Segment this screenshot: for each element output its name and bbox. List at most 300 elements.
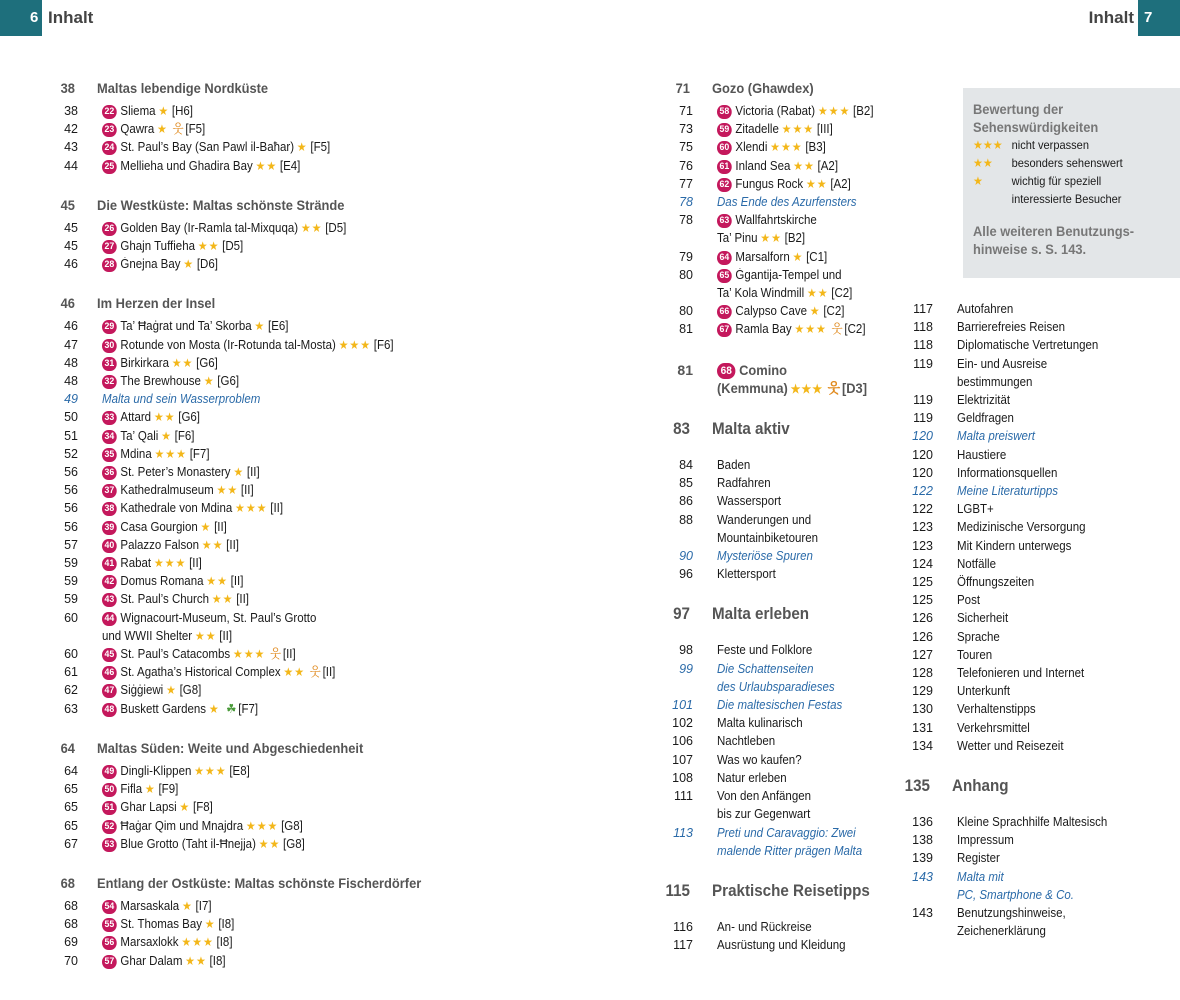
sight-number-badge: 66 (717, 305, 732, 319)
entry-text (102, 390, 560, 408)
toc-entry[interactable] (40, 609, 600, 645)
entry-title: Barrierefreies Reisen (957, 320, 1066, 335)
entry-line (102, 239, 243, 253)
entry-page-number: 118 (913, 320, 933, 335)
entry-text (717, 751, 881, 769)
toc-entry[interactable] (40, 554, 600, 572)
sight-number-badge: 40 (102, 539, 117, 553)
toc-entry[interactable] (895, 555, 1180, 573)
entry-text (717, 696, 881, 714)
toc-entry[interactable] (40, 138, 600, 156)
toc-entry[interactable] (655, 511, 895, 547)
entry-line (717, 159, 838, 173)
section-heading[interactable] (655, 420, 876, 444)
toc-entry[interactable] (40, 219, 600, 237)
toc-entry[interactable] (655, 248, 895, 266)
section-heading[interactable] (40, 197, 555, 219)
section-title: Entlang der Ostküste: Maltas schönste Fischerdörfer (97, 874, 422, 891)
entry-text (102, 255, 560, 273)
toc-entry[interactable] (40, 157, 600, 175)
entry-text (957, 427, 1167, 445)
entry-line (957, 630, 1000, 644)
toc-entry[interactable] (40, 408, 600, 426)
entry-line (717, 361, 881, 379)
rating-stars-icon: ★★ (216, 483, 239, 498)
map-reference: [D5] (325, 220, 347, 235)
entry-line (717, 458, 750, 472)
toc-entry[interactable] (895, 573, 1180, 591)
entry-page-number: 90 (679, 549, 693, 564)
entry-page-number: 61 (64, 665, 78, 680)
entry-title: Wanderungen und (717, 512, 812, 527)
entry-page-number: 131 (912, 720, 933, 735)
toc-entry[interactable] (655, 918, 895, 936)
entry-title: Meine Literaturtipps (957, 484, 1058, 499)
toc-entry[interactable] (655, 175, 895, 193)
rating-stars-icon: ★★★ (232, 647, 266, 662)
entry-line (102, 520, 227, 534)
entry-title: St. Agatha’s Historical Complex (120, 665, 281, 680)
rating-stars-icon: ★ (144, 782, 156, 797)
entry-page-number: 45 (64, 239, 78, 254)
entry-page-number: 65 (64, 818, 78, 833)
entry-title: Marsaxlokk (120, 935, 179, 950)
toc-entry[interactable] (40, 481, 600, 499)
toc-entry[interactable] (895, 700, 1180, 718)
toc-entry[interactable] (655, 751, 895, 769)
legend-row (973, 136, 1154, 154)
rating-stars-icon: ★★★ (181, 935, 214, 950)
entry-page-number: 99 (679, 661, 693, 676)
toc-entry[interactable] (895, 664, 1180, 682)
entry-title: Geldfragen (957, 411, 1014, 426)
rating-stars-icon: ★ (183, 257, 195, 272)
toc-entry[interactable] (655, 266, 895, 302)
entry-text (717, 824, 881, 860)
entry-line (717, 678, 881, 696)
map-reference: [II] (270, 501, 284, 516)
toc-entry[interactable] (655, 302, 895, 320)
entry-text (957, 609, 1167, 627)
rating-stars-icon: ★★ (793, 158, 815, 173)
entry-text (102, 663, 560, 681)
toc-entry[interactable] (655, 138, 895, 156)
rating-legend-box (963, 88, 1180, 278)
entry-page-number: 136 (912, 815, 933, 830)
entry-text (717, 511, 881, 547)
entry-text (102, 219, 560, 237)
entry-page-number: 119 (913, 393, 933, 408)
toc-entry[interactable] (40, 120, 600, 138)
toc-entry[interactable] (895, 904, 1180, 940)
entry-text (102, 762, 560, 780)
entry-text (102, 835, 560, 853)
entry-line (102, 140, 330, 154)
sight-number-badge: 46 (102, 666, 117, 680)
entry-line (102, 159, 300, 173)
section-heading[interactable] (655, 605, 876, 629)
entry-line (957, 448, 1006, 462)
entry-title: Mysteriöse Spuren (717, 549, 813, 564)
rating-stars-icon: ★ (204, 917, 216, 932)
map-reference: [I7] (195, 898, 212, 913)
entry-page-number: 120 (912, 465, 933, 480)
entry-page-number: 123 (912, 520, 933, 535)
entry-title: Öffnungszeiten (957, 575, 1035, 590)
toc-entry[interactable] (40, 354, 600, 372)
toc-entry[interactable] (895, 300, 1180, 318)
toc-entry[interactable] (895, 831, 1180, 849)
entry-text (957, 904, 1167, 940)
entry-line (957, 833, 1014, 847)
toc-entry[interactable] (895, 591, 1180, 609)
entry-line (102, 429, 194, 443)
page-number-tab-left (0, 0, 42, 36)
toc-entry[interactable] (895, 409, 1180, 427)
entry-text (957, 409, 1167, 427)
sight-number-badge: 64 (717, 251, 732, 265)
entry-page-number: 138 (912, 833, 933, 848)
toc-entry[interactable] (655, 102, 895, 120)
entry-page-number: 59 (64, 574, 78, 589)
entry-line (102, 501, 283, 515)
toc-entry[interactable] (655, 641, 895, 659)
entry-line (102, 465, 260, 479)
entry-page-number: 119 (913, 356, 933, 371)
toc-entry[interactable] (40, 427, 600, 445)
entry-title: Domus Romana (120, 574, 204, 589)
toc-entry[interactable] (40, 255, 600, 273)
toc-entry[interactable] (40, 445, 600, 463)
toc-entry[interactable] (655, 936, 895, 954)
toc-entry[interactable] (895, 464, 1180, 482)
section-heading[interactable] (655, 882, 876, 906)
toc-entry[interactable] (40, 780, 600, 798)
map-reference: [C1] (806, 249, 828, 264)
toc-entry[interactable] (40, 817, 600, 835)
entry-line (102, 483, 254, 497)
entry-title: Kathedrale von Mdina (120, 501, 233, 516)
section-page-number: 135 (904, 777, 930, 796)
legend-rows (973, 136, 1170, 208)
map-reference: [A2] (817, 158, 839, 173)
map-reference: [F7] (238, 701, 259, 716)
toc-entry[interactable] (895, 646, 1180, 664)
entry-page-number: 69 (64, 935, 78, 950)
sight-number-badge: 49 (102, 765, 117, 779)
toc-section (895, 777, 1180, 940)
sight-number-badge: 63 (717, 214, 732, 228)
entry-page-number: 46 (64, 257, 78, 272)
entry-page-number: 44 (64, 158, 78, 173)
entry-line (717, 304, 844, 318)
toc-entry[interactable] (655, 565, 895, 583)
toc-entry[interactable] (40, 102, 600, 120)
section-heading[interactable] (40, 875, 555, 897)
toc-entry[interactable] (40, 645, 600, 663)
section-heading[interactable] (40, 740, 555, 762)
entry-page-number: 56 (64, 501, 78, 516)
sight-number-badge: 26 (102, 222, 117, 236)
toc-entry[interactable] (40, 463, 600, 481)
map-reference: [G8] (283, 836, 305, 851)
entry-page-number: 107 (672, 752, 693, 767)
entry-line (717, 842, 881, 860)
entry-text (102, 157, 560, 175)
entry-text (102, 499, 560, 517)
toc-entry[interactable] (895, 355, 1180, 391)
entry-title: Feste und Folklore (717, 643, 813, 658)
toc-entry[interactable] (40, 317, 600, 335)
entry-text (102, 408, 560, 426)
entry-title: Blue Grotto (Taht il-Ħnejja) (120, 836, 256, 851)
toc-entry[interactable] (40, 536, 600, 554)
sight-number-badge: 55 (102, 918, 117, 932)
sight-number-badge: 56 (102, 936, 117, 950)
map-reference: [F6] (373, 337, 394, 352)
toc-entry[interactable] (655, 157, 895, 175)
entry-line (717, 195, 857, 209)
entry-page-number: 86 (679, 494, 693, 509)
toc-entry[interactable] (40, 762, 600, 780)
map-reference: [D5] (222, 239, 244, 254)
toc-entry[interactable] (40, 590, 600, 608)
entry-title-continued: Ta’ Pinu (717, 231, 758, 246)
entry-text (957, 628, 1167, 646)
entry-page-number: 50 (64, 410, 78, 425)
entry-text (717, 248, 881, 266)
entry-line (717, 211, 881, 229)
rating-stars-icon: ★★ (283, 665, 306, 680)
entry-title: Inland Sea (735, 158, 791, 173)
entry-page-number: 73 (679, 122, 693, 137)
toc-entry[interactable] (895, 518, 1180, 536)
entry-page-number: 143 (912, 906, 933, 921)
feature-entry[interactable] (655, 824, 895, 860)
entry-line (957, 721, 1030, 735)
entry-page-number: 125 (912, 593, 933, 608)
section-heading[interactable] (895, 777, 1162, 801)
toc-entry[interactable] (40, 835, 600, 853)
entry-text (102, 518, 560, 536)
toc-entry[interactable] (895, 628, 1180, 646)
entry-title: St. Paul’s Church (120, 592, 210, 607)
entry-text (102, 554, 560, 572)
entry-text (957, 500, 1167, 518)
entry-line (717, 494, 781, 508)
sight-number-badge: 67 (717, 323, 732, 337)
entry-text (717, 456, 881, 474)
rating-stars-icon: ★★★ (781, 122, 815, 137)
entry-title: Wallfahrtskirche (735, 213, 817, 228)
rating-stars-icon: ★ (165, 683, 177, 698)
entry-title: Autofahren (957, 302, 1014, 316)
entry-page-number: 62 (64, 683, 78, 698)
entry-page-number: 78 (679, 213, 693, 228)
entry-title: Ein- und Ausreise (957, 356, 1048, 371)
entry-text (957, 573, 1167, 591)
section-heading[interactable] (40, 295, 555, 317)
feature-entry[interactable] (895, 427, 1180, 445)
toc-entry[interactable] (40, 572, 600, 590)
entry-title: Unterkunft (957, 684, 1011, 699)
toc-entry[interactable] (895, 719, 1180, 737)
entry-line (102, 899, 212, 913)
section-heading[interactable] (655, 80, 876, 102)
entry-text (717, 102, 881, 120)
entry-page-number: 56 (64, 465, 78, 480)
toc-entry[interactable] (655, 714, 895, 732)
toc-entry[interactable] (895, 813, 1180, 831)
toc-entry[interactable] (895, 849, 1180, 867)
toc-entry[interactable] (40, 681, 600, 699)
section-title: Praktische Reisetipps (712, 881, 870, 900)
entry-page-number: 122 (912, 484, 933, 499)
entry-text (102, 645, 560, 663)
entry-text (717, 211, 881, 247)
feature-entry[interactable] (895, 868, 1180, 904)
sight-number-badge: 57 (102, 955, 117, 969)
feature-entry[interactable] (895, 482, 1180, 500)
entry-text (717, 175, 881, 193)
entry-text (102, 590, 560, 608)
child-friendly-icon: 웃 (309, 665, 321, 680)
toc-entry[interactable] (895, 446, 1180, 464)
toc-entry[interactable] (655, 769, 895, 787)
section-title: Im Herzen der Insel (97, 295, 216, 312)
entry-text (717, 565, 881, 583)
toc-entry[interactable] (655, 732, 895, 750)
entry-text (102, 609, 560, 645)
rating-stars-icon: ★★★ (817, 104, 851, 118)
entry-title: An- und Rückreise (717, 919, 812, 934)
toc-entry[interactable] (895, 500, 1180, 518)
map-reference: [E6] (268, 319, 289, 334)
sight-number-badge: 65 (717, 269, 732, 283)
feature-entry[interactable] (655, 193, 895, 211)
toc-entry[interactable] (655, 787, 895, 823)
rating-stars-icon: ★ (200, 519, 212, 534)
toc-entry[interactable] (40, 798, 600, 816)
toc-entry[interactable] (40, 897, 600, 915)
toc-entry[interactable] (655, 492, 895, 510)
section-heading[interactable] (655, 361, 895, 398)
map-reference: [I8] (209, 953, 226, 968)
toc-entry[interactable] (655, 320, 895, 338)
toc-entry[interactable] (40, 237, 600, 255)
toc-entry[interactable] (655, 474, 895, 492)
entry-title: Qawra (120, 122, 155, 137)
feature-entry[interactable] (655, 660, 895, 696)
entry-page-number: 65 (64, 800, 78, 815)
section-page-number: 68 (60, 874, 75, 891)
entry-title: Attard (120, 410, 152, 425)
sight-number-badge: 34 (102, 430, 117, 444)
entry-line (717, 920, 812, 934)
entry-line (717, 824, 881, 842)
toc-entry[interactable] (655, 120, 895, 138)
entry-title: Benutzungshinweise, (957, 906, 1066, 921)
toc-entry[interactable] (895, 318, 1180, 336)
map-reference: [F7] (189, 446, 210, 461)
entry-text (717, 714, 881, 732)
toc-entry[interactable] (40, 952, 600, 970)
entry-title: St. Thomas Bay (120, 917, 203, 932)
entry-title: Kleine Sprachhilfe Maltesisch (957, 815, 1108, 830)
entry-title: Comino (739, 361, 788, 378)
entry-line (102, 917, 234, 931)
entry-line (717, 122, 833, 136)
toc-entry[interactable] (655, 456, 895, 474)
toc-entry[interactable] (40, 663, 600, 681)
sight-number-badge: 32 (102, 375, 117, 389)
toc-entry[interactable] (895, 537, 1180, 555)
sight-number-badge: 61 (717, 160, 732, 174)
toc-entry[interactable] (40, 915, 600, 933)
entry-page-number: 127 (912, 647, 933, 662)
toc-entry[interactable] (895, 336, 1180, 354)
rating-stars-icon: ★★★ (794, 322, 827, 337)
toc-entry[interactable] (895, 609, 1180, 627)
toc-entry[interactable] (40, 372, 600, 390)
entry-line (717, 266, 881, 284)
toc-entry[interactable] (40, 499, 600, 517)
toc-entry[interactable] (895, 391, 1180, 409)
entry-text (957, 664, 1167, 682)
entry-title: Dingli-Klippen (120, 763, 192, 778)
toc-section (40, 197, 600, 274)
toc-entry[interactable] (40, 700, 600, 718)
entry-line (102, 764, 250, 778)
entry-page-number: 68 (64, 917, 78, 932)
entry-text (957, 537, 1167, 555)
feature-entry[interactable] (655, 696, 895, 714)
toc-entry[interactable] (895, 737, 1180, 755)
map-reference: [III] (816, 122, 833, 137)
sight-number-badge: 33 (102, 411, 117, 425)
entry-line (717, 643, 812, 657)
legend-footer: Alle weiteren Benutzungs- (973, 223, 1135, 239)
section-heading[interactable] (40, 80, 555, 102)
entry-title: Elektrizität (957, 393, 1011, 408)
entry-line (957, 593, 980, 607)
sight-number-badge: 38 (102, 502, 117, 516)
toc-entry[interactable] (40, 933, 600, 951)
feature-entry[interactable] (655, 547, 895, 565)
sight-number-badge: 68 (717, 363, 735, 379)
entry-title-continued: malende Ritter prägen Malta (717, 843, 863, 858)
entry-page-number: 48 (64, 374, 78, 389)
entry-title: Rotunde von Mosta (Ir-Rotunda tal-Mosta) (120, 337, 336, 352)
entry-page-number: 46 (64, 319, 78, 334)
toc-entry[interactable] (895, 682, 1180, 700)
entry-text (102, 463, 560, 481)
toc-entry[interactable] (655, 211, 895, 247)
entry-line (102, 221, 346, 235)
entry-line (717, 549, 813, 563)
map-reference: [II] (214, 519, 227, 534)
entry-title: Ġgantija-Tempel und (735, 267, 842, 282)
rating-stars-icon: ★★★ (194, 763, 227, 778)
toc-entry[interactable] (40, 518, 600, 536)
entry-page-number: 123 (912, 538, 933, 553)
entry-text (102, 933, 560, 951)
toc-entry[interactable] (40, 336, 600, 354)
feature-entry[interactable] (40, 390, 600, 408)
map-reference: [F9] (158, 782, 179, 797)
toc-section (40, 295, 600, 717)
entry-text (102, 120, 560, 138)
